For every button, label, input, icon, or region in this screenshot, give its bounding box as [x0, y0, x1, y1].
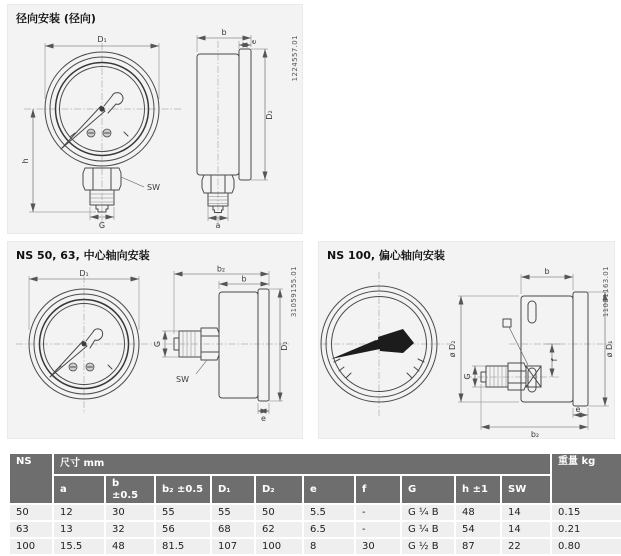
cell-sw: 14 — [502, 505, 550, 520]
dimension-phi-D1 — [588, 292, 614, 406]
cell-h: 48 — [456, 505, 500, 520]
cell-weight: 0.21 — [552, 522, 621, 537]
cell-b2: 81.5 — [156, 539, 210, 554]
table-row-ns63 — [10, 522, 621, 537]
dim-label-g: G — [463, 373, 472, 380]
dim-label-e: e — [575, 405, 581, 414]
square-key-symbol — [503, 319, 528, 365]
cell-h: 87 — [456, 539, 500, 554]
table-row-ns100 — [10, 539, 621, 554]
mounting-slot-top — [528, 301, 536, 323]
dim-label-g: G — [153, 340, 162, 348]
drawing-number: 11081163.01 — [602, 266, 610, 318]
dimension-D2 — [251, 49, 274, 180]
thread-connection-side — [481, 363, 541, 390]
header-col-e: e — [304, 476, 354, 503]
dim-label-b: b — [544, 267, 550, 276]
dim-label-phi-d1: ø D₁ — [605, 340, 614, 358]
dimension-b — [521, 267, 573, 294]
dim-label-h: h — [21, 158, 30, 164]
header-col-f: f — [356, 476, 400, 503]
dimension-b2 — [174, 265, 269, 335]
panel-radial-mount — [7, 4, 303, 234]
cell-e: 6.5 — [304, 522, 354, 537]
header-weight-kg: 重量 kg — [552, 454, 621, 503]
gauge-side-view — [197, 28, 274, 230]
pointer-needle — [61, 93, 123, 149]
cell-d2: 62 — [256, 522, 302, 537]
header-dimensions-mm: 尺寸 mm — [54, 454, 550, 474]
dim-label-d1: D₁ — [97, 35, 107, 44]
header-col-g: G — [402, 476, 454, 503]
dimension-f — [544, 344, 560, 377]
dimension-b2 — [481, 384, 588, 439]
dim-label-d2: D₂ — [265, 110, 274, 120]
center-back-mount-drawing — [8, 264, 304, 440]
radial-mount-drawing — [8, 27, 304, 233]
dim-label-sw: SW — [176, 375, 189, 384]
cell-weight: 0.80 — [552, 539, 621, 554]
dim-label-sw: SW — [147, 183, 160, 192]
eccentric-back-mount-drawing — [319, 264, 616, 440]
header-col-a: a — [54, 476, 104, 503]
cell-a: 15.5 — [54, 539, 104, 554]
header-col-b: b ±0.5 — [106, 476, 154, 503]
cell-ns: 63 — [10, 522, 52, 537]
dial-tick-marks — [70, 132, 128, 137]
dimension-b — [219, 275, 269, 290]
dim-label-e: e — [261, 414, 266, 423]
case-screws — [87, 129, 111, 137]
cell-e: 5.5 — [304, 505, 354, 520]
case-screws — [69, 363, 94, 371]
dim-label-phi-d2: ø D₂ — [448, 340, 457, 358]
dimension-D2 — [269, 289, 289, 401]
drawing-number: 1224557.01 — [291, 35, 299, 82]
cell-d2: 50 — [256, 505, 302, 520]
panel-title: NS 100, 偏心轴向安装 — [327, 249, 445, 262]
dim-label-g: G — [98, 221, 106, 230]
dimension-G — [463, 366, 486, 387]
cell-ns: 50 — [10, 505, 52, 520]
cell-f: - — [356, 505, 400, 520]
cell-d2: 100 — [256, 539, 302, 554]
cell-sw: 14 — [502, 522, 550, 537]
cell-f: - — [356, 522, 400, 537]
dim-label-a: a — [215, 221, 221, 230]
dimension-e — [258, 403, 269, 423]
dimensions-table — [8, 452, 621, 556]
cell-b: 30 — [106, 505, 154, 520]
cell-a: 13 — [54, 522, 104, 537]
dimension-b — [197, 28, 251, 52]
dim-label-b: b — [221, 28, 227, 37]
cell-g: G ½ B — [402, 539, 454, 554]
cell-g: G ¼ B — [402, 522, 454, 537]
cell-b: 48 — [106, 539, 154, 554]
dim-label-d1: D₁ — [79, 269, 89, 278]
dimension-e-top — [239, 40, 258, 49]
cell-a: 12 — [54, 505, 104, 520]
dim-label-f: f — [550, 358, 559, 362]
gauge-front-view — [321, 272, 451, 416]
drawing-number: 31059155.01 — [290, 266, 298, 318]
gauge-front-view — [21, 35, 182, 230]
table-row-ns50 — [10, 505, 621, 520]
header-col-h: h ±1 — [456, 476, 500, 503]
header-col-d1: D₁ — [212, 476, 254, 503]
cell-b2: 55 — [156, 505, 210, 520]
panel-eccentric-back-mount — [318, 241, 615, 439]
cell-e: 8 — [304, 539, 354, 554]
cell-f: 30 — [356, 539, 400, 554]
gauge-side-view — [448, 267, 614, 439]
cell-d1: 55 — [212, 505, 254, 520]
cell-g: G ¼ B — [402, 505, 454, 520]
mounting-slot-bottom — [528, 368, 536, 392]
dim-label-d2: D₂ — [280, 341, 289, 351]
cell-sw: 22 — [502, 539, 550, 554]
cell-ns: 100 — [10, 539, 52, 554]
cell-h: 54 — [456, 522, 500, 537]
panel-title: 径向安装 (径向) — [16, 12, 96, 25]
dim-label-b2: b₂ — [530, 430, 540, 439]
label-SW — [121, 177, 160, 192]
header-col-sw: SW — [502, 476, 550, 503]
header-col-b2: b₂ ±0.5 — [156, 476, 210, 503]
cell-d1: 68 — [212, 522, 254, 537]
panel-title: NS 50, 63, 中心轴向安装 — [16, 249, 150, 262]
label-SW — [176, 360, 207, 384]
cell-b: 32 — [106, 522, 154, 537]
header-col-d2: D₂ — [256, 476, 302, 503]
dim-label-e: e — [250, 39, 258, 45]
dim-label-b: b — [241, 274, 247, 284]
panel-center-back-mount — [7, 241, 303, 439]
dim-label-b2: b₂ — [216, 264, 226, 274]
header-ns: NS — [10, 454, 52, 503]
cell-b2: 56 — [156, 522, 210, 537]
dimension-e — [573, 405, 588, 418]
cell-d1: 107 — [212, 539, 254, 554]
cell-weight: 0.15 — [552, 505, 621, 520]
